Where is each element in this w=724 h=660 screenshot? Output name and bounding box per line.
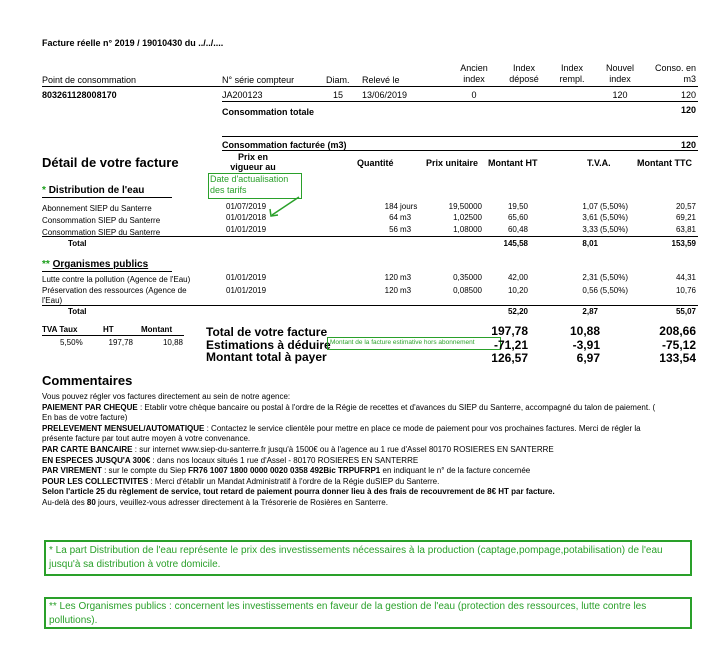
row-pu: 1,08000 — [453, 225, 482, 234]
row-rate: (5,50%) — [600, 273, 629, 282]
releve-date: 13/06/2019 — [362, 90, 408, 100]
detail-title: Détail de votre facture — [42, 155, 179, 170]
section-label: Distribution de l'eau — [48, 185, 145, 196]
total-conso-value: 120 — [680, 105, 696, 115]
comments-title: Commentaires — [42, 373, 133, 388]
header-point: Point de consommation — [42, 75, 137, 85]
row-ht: 60,48 — [507, 225, 528, 234]
row-ttc: 10,76 — [675, 286, 696, 295]
payment-carte: PAR CARTE BANCAIRE : sur internet www.siep-du-santerre.fr jusqu'à 1500€ ou à l'agence au 1 rue d'Assel 80170 ROSIERES EN SANTERRE — [42, 444, 554, 454]
days-notice: Au-delà des 80 jours, veuillez-vous adresser directement à la Trésorerie de Rosières en Santerre. — [42, 497, 388, 507]
section-organismes-title — [42, 259, 148, 270]
payment-cheque: PAIEMENT PAR CHEQUE : Etablir votre chèque bancaire ou postal à l'ordre de la Régie de recettes et d'avances du SIEP du Santerre, accompagné du talon de paiement. ( — [42, 402, 656, 412]
row-ttc: 44,31 — [675, 273, 696, 282]
total-conso-label: Consommation totale — [222, 107, 315, 117]
montant-payer-tva: 6,97 — [576, 351, 600, 365]
tva-header-taux: TVA Taux — [42, 325, 78, 334]
header-montant-ht: Montant HT — [488, 158, 538, 168]
tva-montant: 10,88 — [162, 338, 183, 347]
row-rate: (5,50%) — [600, 286, 629, 295]
payment-prelevement-cont: présente facture par tout autre moyen à votre convenance. — [42, 434, 251, 444]
section-distribution-title — [42, 185, 144, 196]
section2-total-label: Total — [68, 307, 87, 316]
estimations-label: Estimations à déduire — [206, 338, 331, 352]
divider — [42, 86, 698, 87]
payment-cheque-cont: En bas de votre facture) — [42, 413, 128, 423]
row-qty: 184 — [384, 202, 398, 211]
article-25: Selon l'article 25 du règlement de service, tout retard de paiement pourra donner lieu à des frais de recouvrement de 8€ HT par facture. — [42, 487, 555, 497]
payment-virement: PAR VIREMENT : sur le compte du Siep FR76 1007 1800 0000 0020 0358 492Bic TRPUFRP1 en indiquant le n° de la facture concernée — [42, 466, 531, 476]
estimations-tva: -3,91 — [572, 338, 600, 352]
row-label: Préservation des ressources (Agence de — [42, 286, 187, 295]
row-ht: 19,50 — [507, 202, 528, 211]
row-tva: 3,33 — [582, 225, 598, 234]
row-unit: m3 — [400, 273, 412, 282]
comments-intro: Vous pouvez régler vos factures directement au sein de notre agence: — [42, 392, 291, 401]
divider — [42, 305, 698, 306]
row-unit: jours — [400, 202, 418, 211]
estimations-ttc: -75,12 — [661, 338, 696, 352]
note-organismes-box — [44, 597, 692, 629]
montant-payer-ht: 126,57 — [491, 351, 528, 365]
conso-value: 120 — [680, 90, 696, 100]
row-rate: (5,50%) — [600, 202, 629, 211]
estimations-ht: -71,21 — [493, 338, 528, 352]
note-distribution-box — [44, 540, 692, 576]
row-date: 01/01/2019 — [226, 273, 267, 282]
note-distribution: * La part Distribution de l'eau représente le prix des investissements nécessaires à la production (captage,pompage,potabilisation) de l'eau jusqu'à sa distribution à votre domicile. — [49, 545, 663, 570]
header-prix-vigueur: Prix en vigueur au — [230, 152, 276, 172]
total-facture-ht: 197,78 — [491, 324, 528, 338]
ancien-value: 0 — [471, 90, 477, 100]
row-date: 01/07/2019 — [226, 202, 267, 211]
row-date: 01/01/2019 — [226, 225, 267, 234]
payment-especes: EN ESPECES JUSQU'A 300€ : dans nos locaux situés 1 rue d'Assel - 80170 ROSIERES EN SANTERRE — [42, 455, 419, 465]
total-facture-ttc: 208,66 — [659, 324, 696, 338]
row-rate: (5,50%) — [600, 225, 629, 234]
diam-value: 15 — [333, 90, 344, 100]
serie-number: JA200123 — [222, 90, 263, 100]
nouvel-value: 120 — [612, 90, 628, 100]
payment-prelevement: PRELEVEMENT MENSUEL/AUTOMATIQUE : Contactez le service clientèle pour mettre en place ce mode de paiement pour vos prochaines factures. Merci de régler la — [42, 423, 641, 433]
estimations-note-box — [327, 337, 501, 350]
row-date: 01/01/2018 — [226, 213, 267, 222]
divider — [222, 101, 698, 102]
billed-conso-value: 120 — [680, 140, 696, 150]
tva-header-ht: HT — [103, 325, 114, 334]
row-qty: 120 — [384, 273, 398, 282]
divider — [42, 236, 698, 237]
divider — [42, 335, 184, 336]
row-unit: m3 — [400, 213, 412, 222]
header-rempl: Index rempl. — [559, 63, 585, 84]
header-serie: N° série compteur — [222, 75, 295, 85]
billed-conso-label: Consommation facturée (m3) — [222, 140, 347, 150]
row-label: Consommation SIEP du Santerre — [42, 228, 161, 237]
row-pu: 1,02500 — [453, 213, 482, 222]
payment-collectivites: POUR LES COLLECTIVITES : Merci d'établir un Mandat Administratif à l'ordre de la Régie duSIEP du Santerre. — [42, 476, 440, 486]
tva-taux: 5,50% — [60, 338, 83, 347]
header-depose: Index déposé — [509, 63, 539, 84]
header-tva: T.V.A. — [587, 158, 611, 168]
row-label: Abonnement SIEP du Santerre — [42, 204, 152, 213]
row-label-cont: l'Eau) — [42, 296, 63, 305]
section2-total-ht: 52,20 — [507, 307, 528, 316]
row-ttc: 69,21 — [675, 213, 696, 222]
row-tva: 1,07 — [582, 202, 598, 211]
row-tva: 3,61 — [582, 213, 598, 222]
row-label: Consommation SIEP du Santerre — [42, 216, 161, 225]
section-star: * — [42, 185, 46, 196]
row-label: Lutte contre la pollution (Agence de l'Eau) — [42, 275, 191, 284]
divider — [222, 136, 698, 137]
header-quantite: Quantité — [357, 158, 394, 168]
header-ancien: Ancien index — [460, 63, 488, 84]
section1-total-tva: 8,01 — [582, 239, 598, 248]
section1-total-label: Total — [68, 239, 87, 248]
header-montant-ttc: Montant TTC — [637, 158, 692, 168]
section1-total-ttc: 153,59 — [671, 239, 696, 248]
row-ht: 42,00 — [507, 273, 528, 282]
estimations-note: Montant de la facture estimative hors abonnement — [330, 339, 475, 346]
header-releve: Relevé le — [362, 75, 400, 85]
section2-total-tva: 2,87 — [582, 307, 598, 316]
row-qty: 56 — [389, 225, 398, 234]
row-pu: 0,35000 — [453, 273, 482, 282]
row-ttc: 20,57 — [675, 202, 696, 211]
tva-header-montant: Montant — [141, 325, 173, 334]
row-pu: 0,08500 — [453, 286, 482, 295]
header-prix-unitaire: Prix unitaire — [426, 158, 479, 168]
row-ht: 65,60 — [507, 213, 528, 222]
annotation-text: Date d'actualisation des tarifs — [210, 174, 289, 195]
section2-total-ttc: 55,07 — [675, 307, 696, 316]
row-tva: 0,56 — [582, 286, 598, 295]
section1-total-ht: 145,58 — [503, 239, 528, 248]
divider — [42, 197, 172, 198]
header-diam: Diam. — [326, 75, 350, 85]
tva-ht: 197,78 — [108, 338, 133, 347]
row-qty: 64 — [389, 213, 398, 222]
row-rate: (5,50%) — [600, 213, 629, 222]
total-facture-tva: 10,88 — [569, 324, 600, 338]
row-unit: m3 — [400, 225, 412, 234]
montant-payer-label: Montant total à payer — [206, 350, 327, 364]
comments-body — [42, 392, 702, 509]
row-ttc: 63,81 — [675, 225, 696, 234]
row-qty: 120 — [384, 286, 398, 295]
total-facture-label: Total de votre facture — [206, 325, 328, 339]
divider — [222, 150, 698, 151]
row-date: 01/01/2019 — [226, 286, 267, 295]
row-pu: 19,50000 — [448, 202, 482, 211]
point-number: 803261128008170 — [42, 90, 117, 100]
annotation-arrow-icon — [266, 195, 302, 219]
row-tva: 2,31 — [582, 273, 598, 282]
header-nouvel: Nouvel index — [605, 63, 634, 84]
note-organismes: ** Les Organismes publics : concernent les investissements en faveur de la gestion de l'eau (protection des ressources, lutte contre les pollutions). — [49, 601, 647, 626]
section-label: Organismes publics — [52, 259, 149, 270]
divider — [42, 271, 172, 272]
invoice-title: Facture réelle n° 2019 / 19010430 du ../../.... — [42, 38, 224, 48]
row-unit: m3 — [400, 286, 412, 295]
montant-payer-ttc: 133,54 — [659, 351, 696, 365]
row-ht: 10,20 — [507, 286, 528, 295]
header-conso: Conso. en m3 — [654, 63, 696, 84]
section-star: ** — [42, 259, 50, 270]
